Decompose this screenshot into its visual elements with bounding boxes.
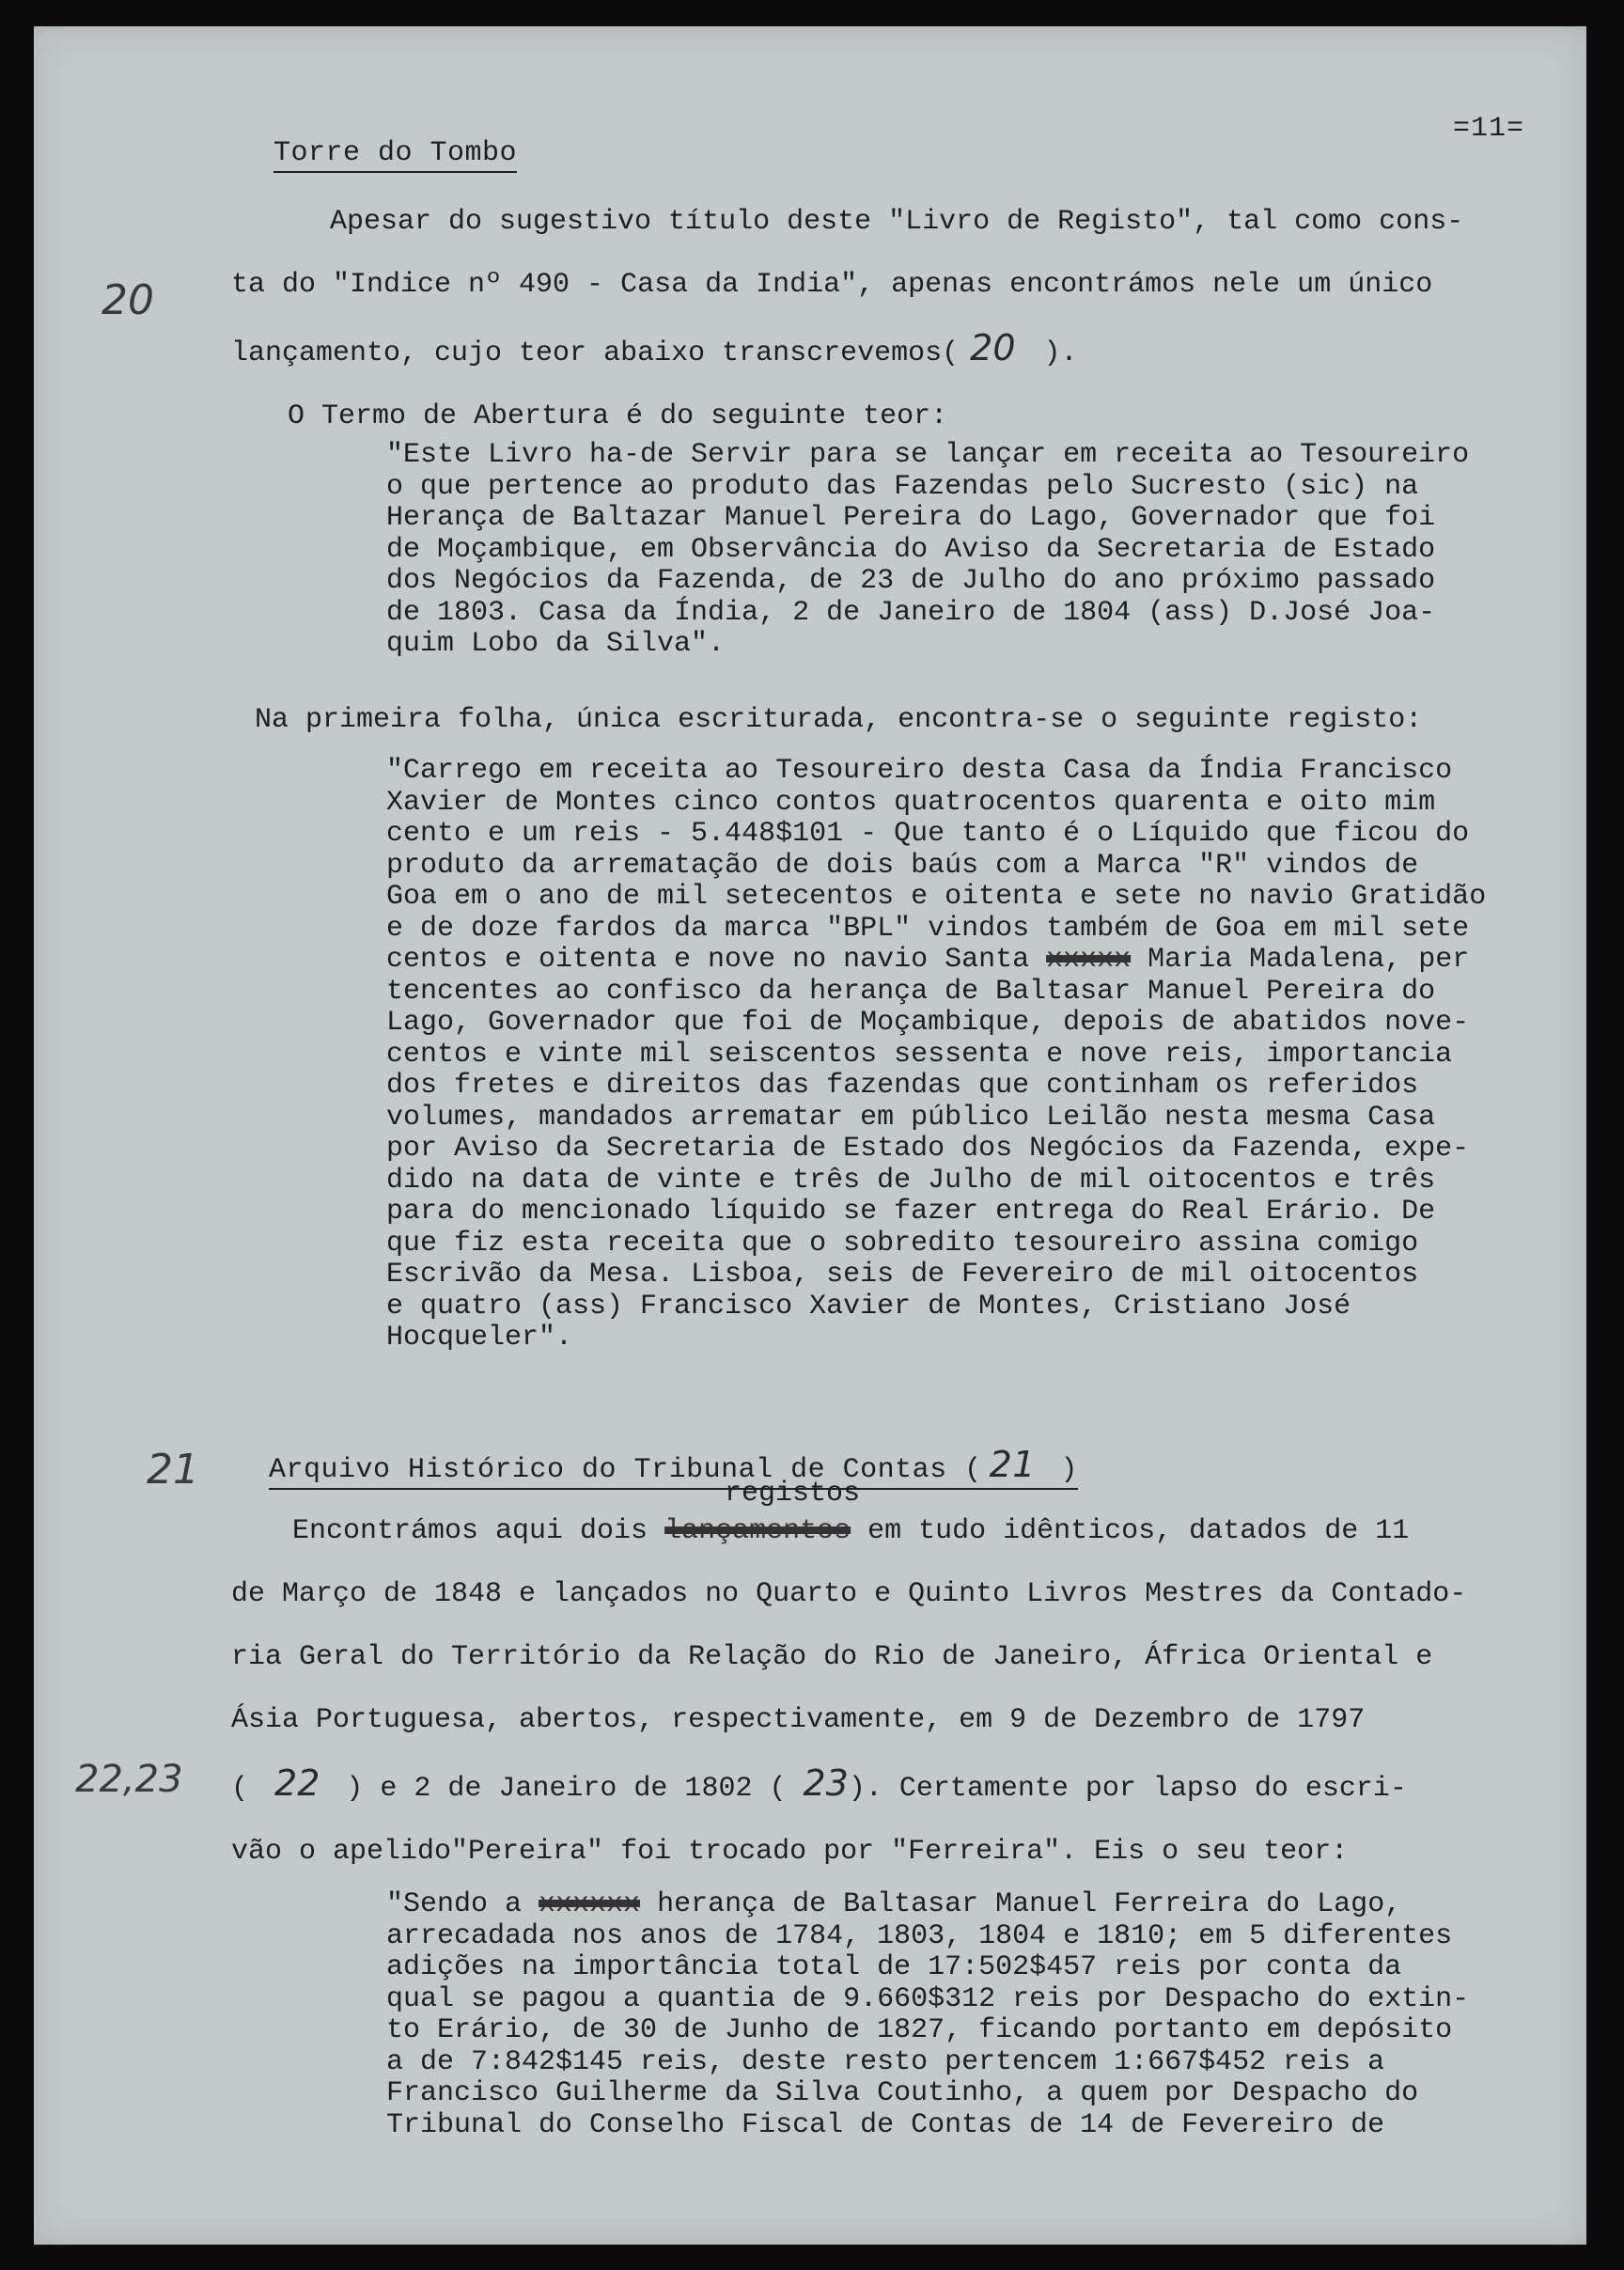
quote-line: dos fretes e direitos das fazendas que continham os referidos <box>386 1070 1419 1102</box>
quote-line: Francisco Guilherme da Silva Coutinho, a quem por Despacho do <box>386 2077 1419 2109</box>
quote-line <box>386 1889 1599 1921</box>
text-fragment: ) e 2 de Janeiro de 1802 ( <box>329 1773 804 1805</box>
margin-note-22-23: 22,23 <box>75 1758 183 1801</box>
text-fragment: Encontrámos aqui dois <box>292 1515 665 1547</box>
section-heading-torre-do-tombo: Torre do Tombo <box>273 137 517 173</box>
quote-line: de Moçambique, em Observância do Aviso da Secretaria de Estado <box>386 533 1436 566</box>
inserted-word: registos <box>725 1478 861 1510</box>
quote-line: Tribunal do Conselho Fiscal de Contas de 14 de Fevereiro de <box>386 2108 1385 2141</box>
text-fragment: "Sendo a <box>386 1888 539 1920</box>
quote-line: a de 7:842$145 reis, deste resto pertencem 1:667$452 reis a <box>386 2045 1385 2078</box>
heading-text: ) <box>1042 1454 1078 1486</box>
folha-label: Na primeira folha, única escriturada, encontra-se o seguinte registo: <box>255 704 1423 736</box>
struck-out-word: lançamentos <box>664 1515 851 1547</box>
text-fragment: em tudo idênticos, datados de 11 <box>851 1515 1410 1547</box>
text-fragment: ). <box>1026 337 1078 369</box>
quote-line: produto da arrematação de dois baús com a Marca "R" vindos de <box>386 849 1419 882</box>
text-line: Apesar do sugestivo título deste "Livro de Registo", tal como cons- <box>330 206 1464 238</box>
quote-line: Herança de Baltazar Manuel Pereira do Lago, Governador que foi <box>386 502 1436 534</box>
arquivo-paragraph <box>231 1500 1585 1884</box>
quote-registo <box>386 756 1599 1354</box>
document-page <box>34 26 1586 2245</box>
quote-line: dido na data de vinte e três de Julho de mil oitocentos e três <box>386 1164 1436 1197</box>
text-fragment: ). Certamente por lapso do escri- <box>848 1773 1407 1805</box>
quote-line: e quatro (ass) Francisco Xavier de Montes, Cristiano José <box>386 1290 1351 1323</box>
text-line: ria Geral do Território da Relação do Rio de Janeiro, África Oriental e <box>231 1641 1433 1673</box>
quote-line: Lago, Governador que foi de Moçambique, depois de abatidos nove- <box>386 1007 1470 1039</box>
quote-termo-abertura <box>386 440 1599 661</box>
text-line <box>231 1752 1585 1821</box>
quote-line: "Este Livro ha-de Servir para se lançar em receita ao Tesoureiro <box>386 439 1470 471</box>
quote-line: adições na importância total de 17:502$457 reis por conta da <box>386 1951 1402 1983</box>
quote-line: Xavier de Montes cinco contos quatrocentos quarenta e oito mim <box>386 786 1436 819</box>
quote-line: e de doze fardos da marca "BPL" vindos também de Goa em mil sete <box>386 912 1470 945</box>
text-fragment: herança de Baltasar Manuel Ferreira do Lago, <box>640 1888 1402 1920</box>
text-line: de Março de 1848 e lançados no Quarto e Quinto Livros Mestres da Contado- <box>231 1578 1467 1610</box>
quote-line: Goa em o ano de mil setecentos e oitenta e sete no navio Gratidão <box>386 881 1487 913</box>
text-fragment: Maria Madalena, per <box>1131 944 1470 976</box>
footnote-ref-21: 21 <box>989 1444 1036 1485</box>
footnote-ref-22: 22 <box>274 1762 320 1804</box>
text-fragment: centos e oitenta e nove no navio Santa <box>386 944 1047 976</box>
text-line <box>231 317 1585 385</box>
quote-line: o que pertence ao produto das Fazendas pelo Sucresto (sic) na <box>386 470 1419 503</box>
section-heading-arquivo <box>269 1444 1078 1490</box>
quote-line: quim Lobo da Silva". <box>386 628 726 660</box>
quote-line: por Aviso da Secretaria de Estado dos Negócios da Fazenda, expe- <box>386 1133 1470 1165</box>
quote-line <box>386 945 1599 977</box>
quote-line: volumes, mandados arrematar em público Leilão nesta mesma Casa <box>386 1101 1436 1134</box>
quote-line: tencentes ao confisco da herança de Baltasar Manuel Pereira do <box>386 975 1436 1008</box>
struck-out-word: xxxxxx <box>539 1888 641 1920</box>
quote-line: de 1803. Casa da Índia, 2 de Janeiro de 1804 (ass) D.José Joa- <box>386 596 1436 629</box>
text-line <box>231 1500 1585 1563</box>
intro-paragraph <box>231 191 1585 448</box>
quote-line: Escrivão da Mesa. Lisboa, seis de Fevereiro de mil oitocentos <box>386 1259 1419 1291</box>
text-fragment: lançamento, cujo teor abaixo transcrevemos( <box>231 337 960 369</box>
quote-line: que fiz esta receita que o sobredito tesoureiro assina comigo <box>386 1227 1419 1260</box>
quote-line: "Carrego em receita ao Tesoureiro desta Casa da Índia Francisco <box>386 755 1453 787</box>
text-fragment: ( <box>231 1773 266 1805</box>
quote-line: cento e um reis - 5.448$101 - Que tanto é o Líquido que ficou do <box>386 818 1470 850</box>
quote-line: Hocqueler". <box>386 1322 573 1354</box>
quote-line: to Erário, de 30 de Junho de 1827, ficando portanto em depósito <box>386 2014 1453 2046</box>
quote-line: dos Negócios da Fazenda, de 23 de Julho do ano próximo passado <box>386 565 1436 597</box>
quote-line: arrecadada nos anos de 1784, 1803, 1804 e 1810; em 5 diferentes <box>386 1919 1453 1952</box>
termo-label: O Termo de Abertura é do seguinte teor: <box>288 400 948 432</box>
page-number: =11= <box>1453 113 1525 145</box>
folha-label-paragraph <box>255 689 1608 752</box>
footnote-ref-20: 20 <box>970 327 1016 368</box>
text-line: Ásia Portuguesa, abertos, respectivamente, em 9 de Dezembro de 1797 <box>231 1704 1366 1736</box>
quote-line: para do mencionado líquido se fazer entrega do Real Erário. De <box>386 1196 1436 1228</box>
struck-out-word: xxxxx <box>1046 944 1132 976</box>
quote-line: qual se pagou a quantia de 9.660$312 reis por Despacho do extin- <box>386 1982 1470 2015</box>
quote-line: centos e vinte mil seiscentos sessenta e nove reis, importancia <box>386 1038 1453 1071</box>
quote-arquivo <box>386 1889 1599 2141</box>
margin-note-21: 21 <box>147 1446 199 1494</box>
footnote-ref-23: 23 <box>803 1762 849 1804</box>
text-line: vão o apelido"Pereira" foi trocado por "Ferreira". Eis o seu teor: <box>231 1836 1349 1868</box>
margin-note-20: 20 <box>102 276 154 324</box>
heading-text: Arquivo Histórico do Tribunal de Contas ( <box>269 1454 982 1486</box>
text-line: ta do "Indice nº 490 - Casa da India", apenas encontrámos nele um único <box>231 269 1433 301</box>
